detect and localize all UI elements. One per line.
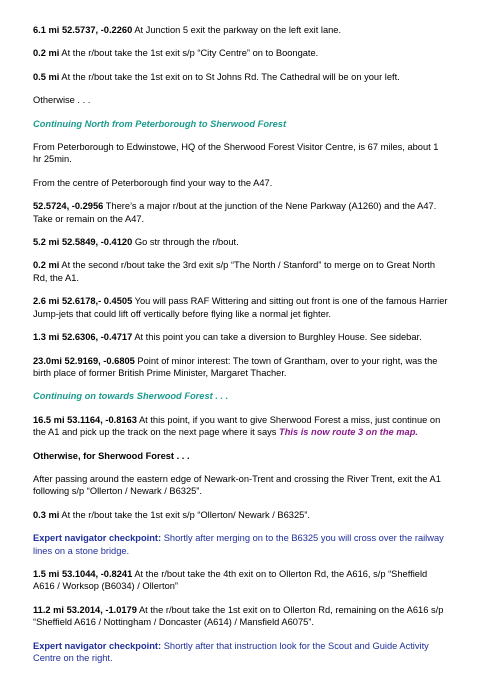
direction-newark-on-trent: After passing around the eastern edge of Newark-on-Trent and crossing the River Trent, exit the A1 following s/p “Ollerton / Newark / B6325”.	[33, 473, 441, 497]
distance-coordinates: 16.5 mi 53.1164, -0.8163	[33, 414, 137, 425]
direction-text: At the second r/bout take the 3rd exit s/p “The North / Stanford” to merge on to Great North Rd, the A1.	[33, 260, 436, 283]
expert-checkpoint-scout-centre	[33, 640, 449, 665]
section-heading-sherwood: Continuing on towards Sherwood Forest . . .	[33, 391, 229, 402]
direction-st-johns-rd	[33, 71, 449, 83]
direction-boongate	[33, 47, 449, 59]
checkpoint-label: Expert navigator checkpoint:	[33, 640, 162, 651]
checkpoint-text: Shortly after merging on to the B6325 you will cross over the railway lines on a stone bridge.	[33, 533, 444, 556]
direction-remain-a616	[33, 604, 449, 629]
direction-burghley-house	[33, 331, 449, 343]
direction-text: At this point you can take a diversion to Burghley House. See sidebar.	[132, 332, 422, 343]
otherwise-sherwood-text: Otherwise, for Sherwood Forest . . .	[33, 450, 190, 461]
direction-text: You will pass RAF Wittering and sitting out front is one of the famous Harrier Jump-jets that could lift off vertically before flying like a normal jet fighter.	[33, 296, 448, 319]
direction-text: At the r/bout take the 1st exit on to St Johns Rd. The Cathedral will be on your left.	[59, 71, 400, 82]
direction-text: At the r/bout take the 1st exit s/p “Ollerton/ Newark / B6325”.	[59, 509, 310, 520]
document-page	[33, 24, 449, 675]
direction-text: At the r/bout take the 1st exit on to Ollerton Rd, remaining on the A616 s/p “Sheffield A616 / Nottingham / Doncaster (A614) / Mansfield A6075”.	[33, 604, 444, 628]
route-3-note: This is now route 3 on the map.	[279, 427, 418, 438]
distance-coordinates: 23.0mi 52.9169, -0.6805	[33, 355, 135, 366]
distance-coordinates: 6.1 mi 52.5737, -0.2260	[33, 25, 133, 35]
direction-text: At this point, if you want to give Sherwood Forest a miss, just continue on the A1 and pick up the track on the next page where it says	[33, 414, 441, 438]
direction-text: At the r/bout take the 4th exit on to Ollerton Rd, the A616, s/p “Sheffield A616 / Worksop (B6034) / Ollerton”	[33, 568, 428, 592]
distance-coordinates: 1.3 mi 52.6306, -0.4717	[33, 332, 133, 343]
direction-go-straight	[33, 236, 449, 248]
expert-checkpoint-bridge	[33, 532, 449, 557]
direction-text: At the r/bout take the 1st exit s/p “City Centre” on to Boongate.	[59, 48, 319, 59]
direction-nene-parkway	[33, 200, 449, 225]
direction-text: There’s a major r/bout at the junction of the Nene Parkway (A1260) and the A47. Take or remain on the A47.	[33, 201, 437, 224]
direction-skip-sherwood	[33, 414, 449, 439]
otherwise-text: Otherwise . . .	[33, 95, 91, 106]
distance-coordinates: 11.2 mi 53.2014, -1.0179	[33, 604, 137, 615]
direction-raf-wittering	[33, 295, 449, 320]
direction-text: Point of minor interest: The town of Grantham, over to your right, was the birth place of former British Prime Minister, Margaret Thacher.	[33, 355, 438, 378]
direction-great-north-rd	[33, 259, 449, 284]
intro-distance-text: From Peterborough to Edwinstowe, HQ of the Sherwood Forest Visitor Centre, is 67 miles, about 1 hr 25min.	[33, 142, 439, 165]
direction-text: Go str through the r/bout.	[132, 237, 239, 248]
direction-b6325	[33, 509, 449, 521]
checkpoint-label: Expert navigator checkpoint:	[33, 533, 162, 544]
distance-coordinates: 52.5724, -0.2956	[33, 201, 104, 212]
checkpoint-text: Shortly after that instruction look for the Scout and Guide Activity Centre on the right.	[33, 640, 429, 663]
distance-coordinates: 0.2 mi	[33, 260, 60, 271]
intro-a47-text: From the centre of Peterborough find your way to the A47.	[33, 177, 273, 188]
distance-coordinates: 0.2 mi	[33, 48, 60, 59]
direction-grantham	[33, 355, 449, 380]
direction-ollerton-rd-a616	[33, 568, 449, 593]
distance-coordinates: 0.3 mi	[33, 509, 60, 520]
distance-coordinates: 2.6 mi 52.6178,- 0.4505	[33, 296, 133, 307]
distance-coordinates: 5.2 mi 52.5849, -0.4120	[33, 237, 133, 248]
distance-coordinates: 1.5 mi 53.1044, -0.8241	[33, 568, 133, 579]
section-heading-north: Continuing North from Peterborough to Sherwood Forest	[33, 118, 287, 129]
distance-coordinates: 0.5 mi	[33, 71, 60, 82]
direction-text: At Junction 5 exit the parkway on the left exit lane.	[132, 25, 342, 35]
direction-junction-5	[33, 24, 449, 36]
